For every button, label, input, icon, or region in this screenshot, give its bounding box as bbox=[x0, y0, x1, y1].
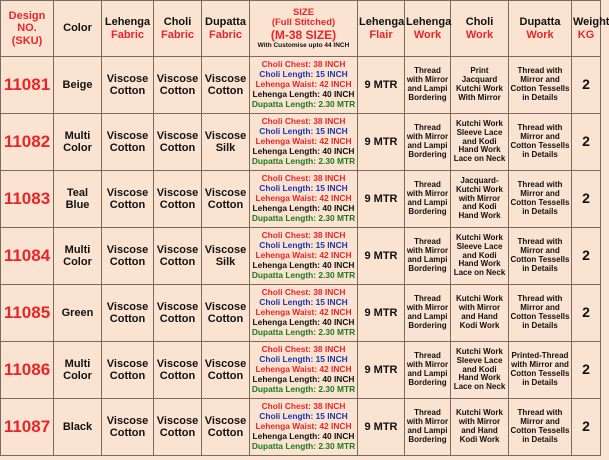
table-row bbox=[1, 57, 601, 114]
size-cell bbox=[250, 342, 358, 399]
header-size bbox=[250, 1, 358, 57]
sku-cell: 11084 bbox=[1, 228, 54, 285]
lehenga-fabric-cell: Viscose Cotton bbox=[102, 57, 154, 114]
size-choli-chest: Choli Chest: 38 INCH bbox=[261, 287, 346, 298]
size-choli-length: Choli Length: 15 INCH bbox=[259, 240, 348, 251]
lehenga-work-cell: Thread with Mirror and Lampi Bordering bbox=[405, 228, 451, 285]
header-design-line1: Design bbox=[8, 10, 46, 23]
choli-fabric-cell: Viscose Cotton bbox=[154, 114, 202, 171]
size-dupatta-length: Dupatta Length: 2.30 MTR bbox=[251, 155, 356, 166]
weight-cell: 2 bbox=[572, 399, 601, 456]
table-row bbox=[1, 228, 601, 285]
sku-cell: 11082 bbox=[1, 114, 54, 171]
header-lehenga-flair-line1: Lehenga bbox=[359, 16, 405, 29]
header-weight-line1: Weight bbox=[573, 16, 609, 29]
size-dupatta-length: Dupatta Length: 2.30 MTR bbox=[251, 383, 356, 394]
size-choli-length: Choli Length: 15 INCH bbox=[259, 126, 348, 137]
size-lehenga-waist: Lehenga Waist: 42 INCH bbox=[255, 136, 352, 147]
flair-cell: 9 MTR bbox=[358, 285, 405, 342]
header-lehenga-work bbox=[405, 1, 451, 57]
header-lehenga-work-line1: Lehenga bbox=[406, 16, 452, 29]
size-choli-length: Choli Length: 15 INCH bbox=[259, 183, 348, 194]
choli-work-cell: Kutchi Work with Mirror and Hand Kodi Work bbox=[451, 285, 509, 342]
choli-work-cell: Kutchi Work Sleeve Lace and Kodi Hand Work Lace on Neck bbox=[451, 228, 509, 285]
size-dupatta-length: Dupatta Length: 2.30 MTR bbox=[251, 440, 356, 451]
table-row bbox=[1, 342, 601, 399]
size-choli-length: Choli Length: 15 INCH bbox=[259, 297, 348, 308]
header-size-note: With Customise upto 44 INCH bbox=[257, 42, 350, 50]
flair-cell: 9 MTR bbox=[358, 171, 405, 228]
table-row bbox=[1, 399, 601, 456]
size-choli-length: Choli Length: 15 INCH bbox=[259, 411, 348, 422]
color-cell: Multi Color bbox=[54, 342, 102, 399]
lehenga-work-cell: Thread with Mirror and Lampi Bordering bbox=[405, 114, 451, 171]
weight-cell: 2 bbox=[572, 114, 601, 171]
size-choli-length: Choli Length: 15 INCH bbox=[259, 69, 348, 80]
choli-fabric-cell: Viscose Cotton bbox=[154, 57, 202, 114]
lehenga-work-cell: Thread with Mirror and Lampi Bordering bbox=[405, 285, 451, 342]
size-lehenga-length: Lehenga Length: 40 INCH bbox=[252, 316, 355, 327]
color-cell: Beige bbox=[54, 57, 102, 114]
header-weight-line2: KG bbox=[577, 28, 595, 41]
weight-cell: 2 bbox=[572, 342, 601, 399]
flair-cell: 9 MTR bbox=[358, 57, 405, 114]
size-choli-chest: Choli Chest: 38 INCH bbox=[261, 344, 346, 355]
lehenga-work-cell: Thread with Mirror and Lampi Bordering bbox=[405, 171, 451, 228]
size-lehenga-length: Lehenga Length: 40 INCH bbox=[252, 430, 355, 441]
weight-cell: 2 bbox=[572, 171, 601, 228]
size-lehenga-length: Lehenga Length: 40 INCH bbox=[252, 145, 355, 156]
color-cell: Black bbox=[54, 399, 102, 456]
lehenga-fabric-cell: Viscose Cotton bbox=[102, 342, 154, 399]
lehenga-fabric-cell: Viscose Cotton bbox=[102, 285, 154, 342]
lehenga-work-cell: Thread with Mirror and Lampi Bordering bbox=[405, 342, 451, 399]
sku-cell: 11086 bbox=[1, 342, 54, 399]
choli-fabric-cell: Viscose Cotton bbox=[154, 399, 202, 456]
lehenga-fabric-cell: Viscose Cotton bbox=[102, 114, 154, 171]
dupatta-fabric-cell: Viscose Silk bbox=[202, 114, 250, 171]
header-choli-fabric-line2: Fabric bbox=[160, 28, 194, 41]
dupatta-work-cell: Thread with Mirror and Cotton Tessells in Details bbox=[509, 228, 572, 285]
lehenga-fabric-cell: Viscose Cotton bbox=[102, 228, 154, 285]
dupatta-work-cell: Thread with Mirror and Cotton Tessells in Details bbox=[509, 114, 572, 171]
header-lehenga-fabric-line1: Lehenga bbox=[104, 16, 151, 29]
dupatta-fabric-cell: Viscose Cotton bbox=[202, 342, 250, 399]
header-color: Color bbox=[54, 1, 102, 57]
sku-cell: 11083 bbox=[1, 171, 54, 228]
choli-fabric-cell: Viscose Cotton bbox=[154, 171, 202, 228]
header-lehenga-flair-line2: Flair bbox=[369, 28, 393, 41]
size-cell bbox=[250, 57, 358, 114]
color-cell: Teal Blue bbox=[54, 171, 102, 228]
size-lehenga-waist: Lehenga Waist: 42 INCH bbox=[255, 193, 352, 204]
header-size-subtitle: (Full Stitched) bbox=[271, 17, 336, 29]
size-lehenga-length: Lehenga Length: 40 INCH bbox=[252, 88, 355, 99]
lehenga-work-cell: Thread with Mirror and Lampi Bordering bbox=[405, 57, 451, 114]
header-lehenga-fabric-line2: Fabric bbox=[110, 28, 144, 41]
size-cell bbox=[250, 228, 358, 285]
header-choli-fabric bbox=[154, 1, 202, 57]
dupatta-work-cell: Thread with Mirror and Cotton Tessells in Details bbox=[509, 399, 572, 456]
table-row bbox=[1, 285, 601, 342]
size-choli-chest: Choli Chest: 38 INCH bbox=[261, 230, 346, 241]
choli-work-cell: Print Jacquard Kutchi Work With Mirror bbox=[451, 57, 509, 114]
size-cell bbox=[250, 285, 358, 342]
size-lehenga-length: Lehenga Length: 40 INCH bbox=[252, 259, 355, 270]
flair-cell: 9 MTR bbox=[358, 228, 405, 285]
header-design-line2: NO. bbox=[17, 22, 37, 35]
size-dupatta-length: Dupatta Length: 2.30 MTR bbox=[251, 326, 356, 337]
size-choli-chest: Choli Chest: 38 INCH bbox=[261, 116, 346, 127]
weight-cell: 2 bbox=[572, 228, 601, 285]
header-lehenga-work-line2: Work bbox=[413, 28, 442, 41]
choli-fabric-cell: Viscose Cotton bbox=[154, 342, 202, 399]
size-choli-length: Choli Length: 15 INCH bbox=[259, 354, 348, 365]
flair-cell: 9 MTR bbox=[358, 342, 405, 399]
dupatta-fabric-cell: Viscose Cotton bbox=[202, 57, 250, 114]
color-cell: Multi Color bbox=[54, 228, 102, 285]
dupatta-fabric-cell: Viscose Cotton bbox=[202, 399, 250, 456]
header-design bbox=[1, 1, 54, 57]
size-lehenga-length: Lehenga Length: 40 INCH bbox=[252, 202, 355, 213]
table-body bbox=[1, 57, 601, 456]
weight-cell: 2 bbox=[572, 57, 601, 114]
table-row bbox=[1, 114, 601, 171]
choli-work-cell: Kutchi Work Sleeve Lace and Kodi Hand Work Lace on Neck bbox=[451, 114, 509, 171]
dupatta-work-cell: Thread with Mirror and Cotton Tessells in Details bbox=[509, 285, 572, 342]
header-dupatta-fabric bbox=[202, 1, 250, 57]
flair-cell: 9 MTR bbox=[358, 399, 405, 456]
header-size-title: SIZE bbox=[292, 6, 315, 18]
choli-fabric-cell: Viscose Cotton bbox=[154, 228, 202, 285]
dupatta-fabric-cell: Viscose Cotton bbox=[202, 171, 250, 228]
header-lehenga-flair bbox=[358, 1, 405, 57]
color-cell: Green bbox=[54, 285, 102, 342]
size-lehenga-waist: Lehenga Waist: 42 INCH bbox=[255, 364, 352, 375]
size-dupatta-length: Dupatta Length: 2.30 MTR bbox=[251, 212, 356, 223]
color-cell: Multi Color bbox=[54, 114, 102, 171]
dupatta-work-cell: Thread with Mirror and Cotton Tessells in Details bbox=[509, 57, 572, 114]
dupatta-fabric-cell: Viscose Silk bbox=[202, 228, 250, 285]
size-cell bbox=[250, 399, 358, 456]
header-size-main: (M-38 SIZE) bbox=[270, 27, 337, 42]
weight-cell: 2 bbox=[572, 285, 601, 342]
size-lehenga-waist: Lehenga Waist: 42 INCH bbox=[255, 79, 352, 90]
size-dupatta-length: Dupatta Length: 2.30 MTR bbox=[251, 269, 356, 280]
size-choli-chest: Choli Chest: 38 INCH bbox=[261, 59, 346, 70]
lehenga-work-cell: Thread with Mirror and Lampi Bordering bbox=[405, 399, 451, 456]
sku-cell: 11087 bbox=[1, 399, 54, 456]
size-cell bbox=[250, 171, 358, 228]
choli-fabric-cell: Viscose Cotton bbox=[154, 285, 202, 342]
header-dupatta-fabric-line1: Dupatta bbox=[205, 16, 246, 29]
choli-work-cell: Kutchi Work Sleeve Lace and Kodi Hand Work Lace on Neck bbox=[451, 342, 509, 399]
dupatta-work-cell: Printed-Thread with Mirror and Cotton Tessells in Details bbox=[509, 342, 572, 399]
header-dupatta-work-line2: Work bbox=[526, 28, 554, 41]
header-lehenga-fabric bbox=[102, 1, 154, 57]
header-dupatta-fabric-line2: Fabric bbox=[208, 28, 242, 41]
header-choli-fabric-line1: Choli bbox=[163, 16, 192, 29]
header-row bbox=[1, 1, 601, 57]
lehenga-fabric-cell: Viscose Cotton bbox=[102, 399, 154, 456]
size-dupatta-length: Dupatta Length: 2.30 MTR bbox=[251, 98, 356, 109]
header-choli-work bbox=[451, 1, 509, 57]
size-lehenga-waist: Lehenga Waist: 42 INCH bbox=[255, 250, 352, 261]
flair-cell: 9 MTR bbox=[358, 114, 405, 171]
size-lehenga-waist: Lehenga Waist: 42 INCH bbox=[255, 421, 352, 432]
size-lehenga-waist: Lehenga Waist: 42 INCH bbox=[255, 307, 352, 318]
header-dupatta-work-line1: Dupatta bbox=[519, 16, 561, 29]
dupatta-work-cell: Thread with Mirror and Cotton Tessells in Details bbox=[509, 171, 572, 228]
choli-work-cell: Jacquard-Kutchi Work with Mirror and Kodi Hand Work bbox=[451, 171, 509, 228]
sku-cell: 11085 bbox=[1, 285, 54, 342]
dupatta-fabric-cell: Viscose Cotton bbox=[202, 285, 250, 342]
header-dupatta-work bbox=[509, 1, 572, 57]
size-lehenga-length: Lehenga Length: 40 INCH bbox=[252, 373, 355, 384]
header-design-line3: (SKU) bbox=[11, 34, 43, 47]
size-cell bbox=[250, 114, 358, 171]
size-choli-chest: Choli Chest: 38 INCH bbox=[261, 173, 346, 184]
lehenga-fabric-cell: Viscose Cotton bbox=[102, 171, 154, 228]
choli-work-cell: Kutchi Work with Mirror and Hand Kodi Work bbox=[451, 399, 509, 456]
header-choli-work-line1: Choli bbox=[465, 16, 494, 29]
size-choli-chest: Choli Chest: 38 INCH bbox=[261, 401, 346, 412]
table-row bbox=[1, 171, 601, 228]
sku-cell: 11081 bbox=[1, 57, 54, 114]
header-weight bbox=[572, 1, 609, 57]
header-choli-work-line2: Work bbox=[465, 28, 494, 41]
